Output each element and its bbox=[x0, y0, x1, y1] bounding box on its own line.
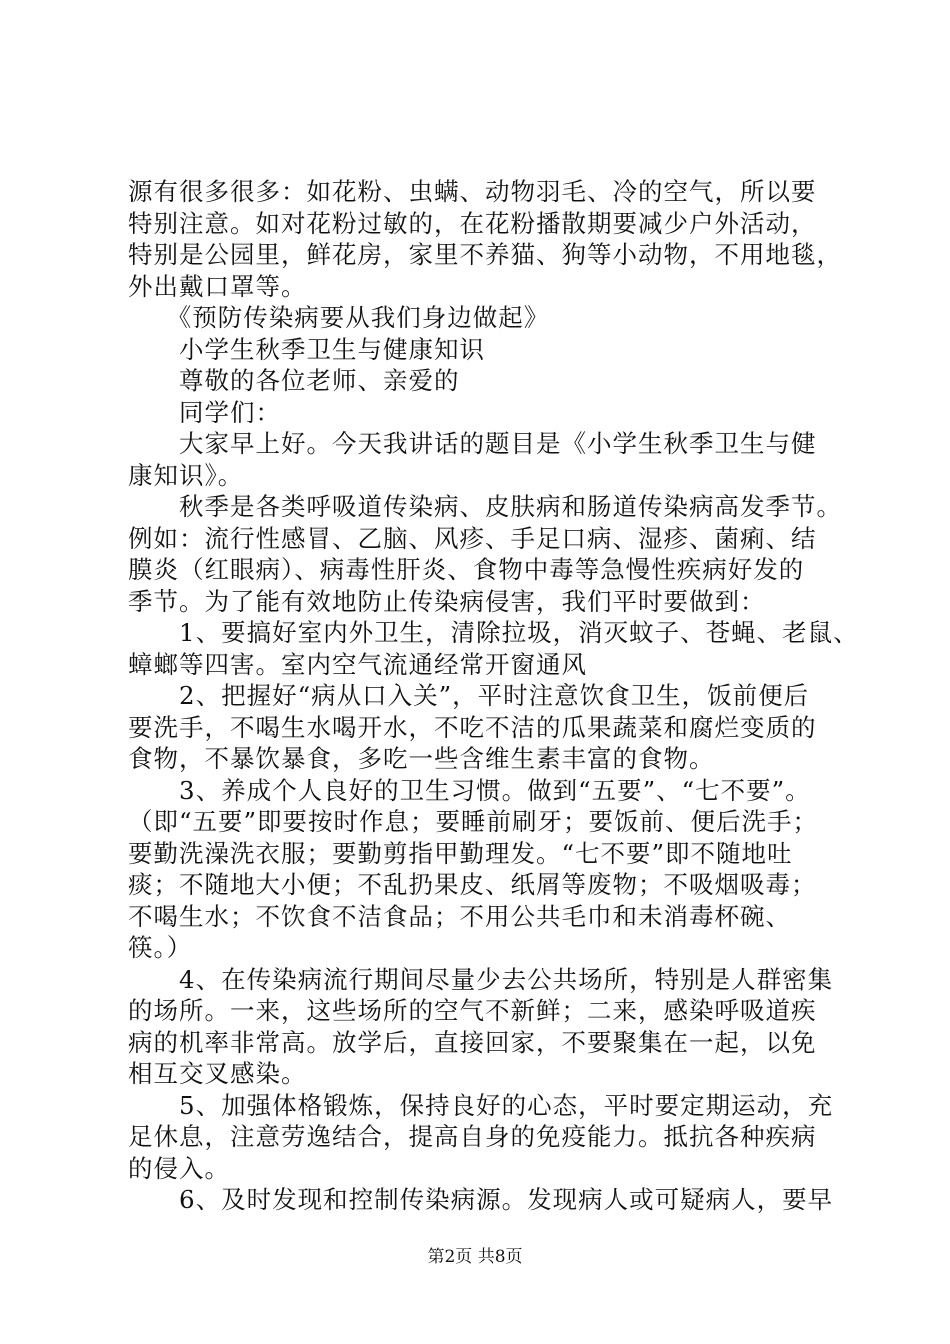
text-line: 特别注意。如对花粉过敏的，在花粉播散期要减少户外活动， bbox=[128, 208, 817, 238]
text-line: （即“五要”即要按时作息；要睡前刷牙；要饭前、便后洗手； bbox=[128, 807, 819, 836]
text-line: 5、加强体格锻炼，保持良好的心态，平时要定期运动，充 bbox=[128, 1090, 834, 1120]
text-line: 病的机率非常高。放学后，直接回家，不要聚集在一起，以免 bbox=[128, 1027, 817, 1057]
text-line: 特别是公园里，鲜花房，家里不养猫、狗等小动物，不用地毯， bbox=[128, 240, 842, 269]
text-line: 痰；不随地大小便；不乱扔果皮、纸屑等废物；不吸烟吸毒； bbox=[128, 870, 817, 899]
text-line: 源有很多很多：如花粉、虫螨、动物羽毛、冷的空气，所以要 bbox=[128, 177, 817, 206]
text-line: 的场所。一来，这些场所的空气不新鲜；二来，感染呼吸道疾 bbox=[128, 996, 817, 1025]
text-line: 季节。为了能有效地防止传染病侵害，我们平时要做到： bbox=[128, 586, 766, 616]
text-line: 康知识》。 bbox=[128, 460, 244, 490]
text-line: 秋季是各类呼吸道传染病、皮肤病和肠道传染病高发季节。 bbox=[128, 492, 842, 521]
salutation-line: 尊敬的各位老师、亲爱的 bbox=[128, 366, 460, 395]
page-number-footer: 第2页 共8页 bbox=[427, 1247, 523, 1267]
text-line: 3、养成个人良好的卫生习惯。做到“五要”、“七不要”。 bbox=[128, 775, 811, 805]
text-line: 足休息，注意劳逸结合，提高自身的免疫能力。抵抗各种疾病 bbox=[128, 1122, 817, 1151]
text-line: 蟑螂等四害。室内空气流通经常开窗通风 bbox=[128, 649, 587, 679]
text-line: 大家早上好。今天我讲话的题目是《小学生秋季卫生与健 bbox=[128, 429, 817, 458]
text-line: 食物，不暴饮暴食，多吃一些含维生素丰富的食物。 bbox=[128, 744, 715, 773]
text-line: 例如：流行性感冒、乙脑、风疹、手足口病、湿疹、菌痢、结 bbox=[128, 523, 817, 553]
text-line: 要洗手，不喝生水喝开水，不吃不洁的瓜果蔬菜和腐烂变质的 bbox=[128, 712, 817, 742]
text-line: 6、及时发现和控制传染病源。发现病人或可疑病人，要早 bbox=[128, 1185, 834, 1214]
salutation-line: 同学们： bbox=[128, 397, 281, 427]
document-body bbox=[128, 176, 859, 1216]
text-line: 的侵入。 bbox=[128, 1153, 230, 1183]
text-line: 外出戴口罩等。 bbox=[128, 271, 307, 301]
document-title-line: 《预防传染病要从我们身边做起》 bbox=[128, 303, 550, 332]
text-line: 要勤洗澡洗衣服；要勤剪指甲勤理发。“七不要”即不随地吐 bbox=[128, 838, 793, 868]
text-line: 不喝生水；不饮食不洁食品；不用公共毛巾和未消毒杯碗、 bbox=[128, 901, 791, 931]
text-line: 1、要搞好室内外卫生，清除拉圾，消灭蚊子、苍蝇、老鼠、 bbox=[128, 618, 859, 647]
text-line: 膜炎（红眼病）、病毒性肝炎、食物中毒等急慢性疾病好发的 bbox=[128, 555, 805, 584]
text-line: 4、在传染病流行期间尽量少去公共场所，特别是人群密集 bbox=[128, 964, 834, 994]
text-line: 筷。） bbox=[128, 933, 193, 962]
text-line: 相互交叉感染。 bbox=[128, 1059, 307, 1088]
text-line: 2、把握好“病从口入关”，平时注意饮食卫生，饭前便后 bbox=[128, 681, 810, 710]
document-subtitle-line: 小学生秋季卫生与健康知识 bbox=[128, 334, 485, 364]
